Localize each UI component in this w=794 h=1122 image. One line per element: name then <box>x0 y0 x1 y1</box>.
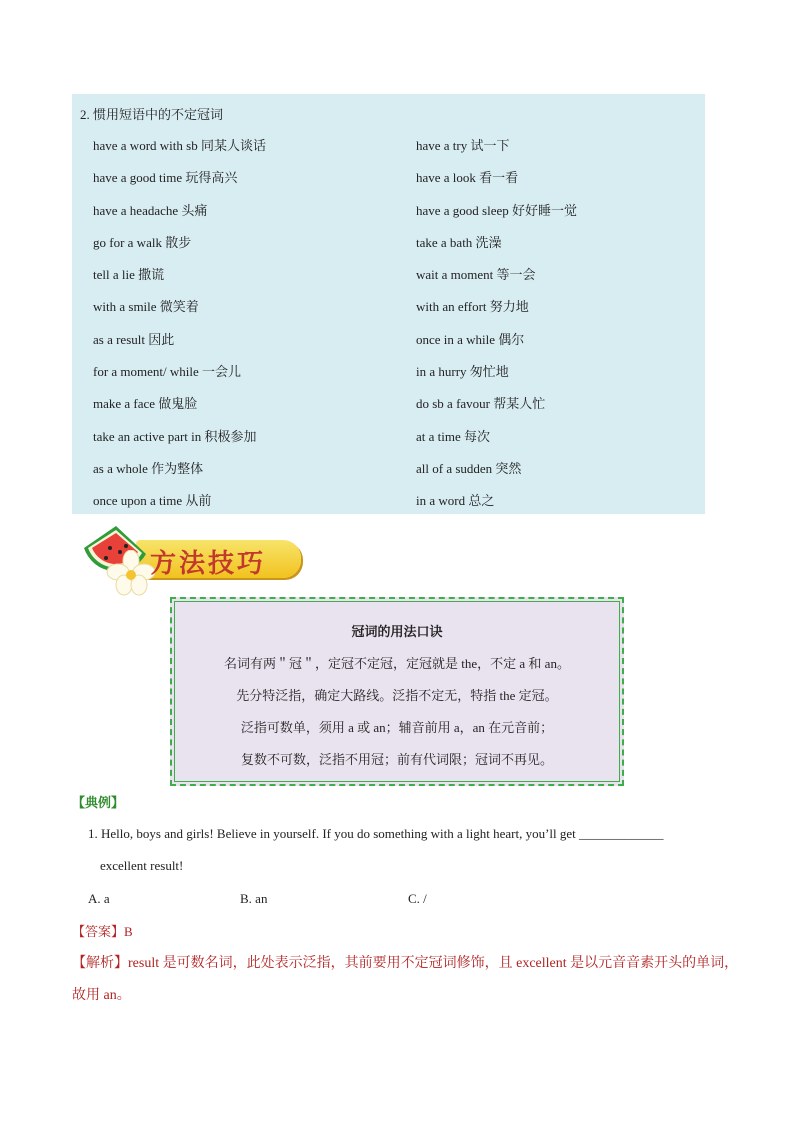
phrase-row <box>93 458 693 490</box>
method-tips-banner <box>76 518 306 596</box>
phrase-left: once upon a time 从前 <box>93 493 212 509</box>
flower-icon <box>106 550 156 596</box>
phrase-row <box>93 329 693 361</box>
phrase-left: make a face 做鬼脸 <box>93 396 198 412</box>
phrase-right: do sb a favour 帮某人忙 <box>416 396 546 412</box>
phrase-section-title: 2. 惯用短语中的不定冠词 <box>80 107 224 122</box>
phrase-left: have a headache 头痛 <box>93 202 208 218</box>
phrase-row <box>93 426 693 458</box>
phrase-right: have a look 看一看 <box>416 170 519 186</box>
phrase-row <box>93 393 693 425</box>
option-b: B. an <box>240 891 268 906</box>
phrase-left: for a moment/ while 一会儿 <box>93 364 242 380</box>
rule-line: 复数不可数，泛指不用冠；前有代词限；冠词不再见。 <box>240 752 553 767</box>
banner-title: 方法技巧 <box>150 549 267 579</box>
rule-line: 先分特泛指，确定大路线。泛指不定无，特指 the 定冠。 <box>236 688 558 703</box>
phrase-row <box>93 264 693 296</box>
phrase-left: tell a lie 撒谎 <box>93 267 165 283</box>
option-a: A. a <box>88 891 110 906</box>
rule-line: 泛指可数单，须用 a 或 an；辅音前用 a，an 在元音前； <box>240 720 554 735</box>
phrase-left: with a smile 微笑着 <box>93 299 199 315</box>
idiom-phrase-box <box>72 94 705 514</box>
phrase-left: as a result 因此 <box>93 331 175 347</box>
question-text: 1. Hello, boys and girls! Believe in yourself. If you do something with a light heart, you’ll get _____________ <box>88 826 664 841</box>
phrase-right: at a time 每次 <box>416 428 491 444</box>
phrase-row <box>93 135 693 167</box>
phrase-right: have a try 试一下 <box>416 138 510 153</box>
phrase-right: once in a while 偶尔 <box>416 331 525 347</box>
phrase-right: all of a sudden 突然 <box>416 460 522 476</box>
option-c: C. / <box>408 891 427 906</box>
article-rules-box <box>170 597 624 786</box>
phrase-left: have a good time 玩得高兴 <box>93 170 238 186</box>
phrase-row <box>93 200 693 232</box>
phrase-row <box>93 232 693 264</box>
phrase-row <box>93 361 693 393</box>
phrase-left: go for a walk 散步 <box>93 234 192 250</box>
rules-title: 冠词的用法口诀 <box>351 624 443 639</box>
phrase-right: with an effort 努力地 <box>416 299 529 315</box>
rule-line: 名词有两＂冠＂，定冠不定冠，定冠就是 the，不定 a 和 an。 <box>224 656 570 671</box>
phrase-right: wait a moment 等一会 <box>416 267 536 283</box>
phrase-grid <box>93 135 693 523</box>
analysis-text-cont: 故用 an。 <box>72 988 131 1003</box>
phrase-right: take a bath 洗澡 <box>416 234 502 250</box>
example-tag: 【典例】 <box>72 795 125 810</box>
phrase-right: in a hurry 匆忙地 <box>416 364 509 380</box>
phrase-row <box>93 296 693 328</box>
phrase-left: have a word with sb 同某人谈话 <box>93 138 266 153</box>
phrase-left: as a whole 作为整体 <box>93 460 204 476</box>
phrase-right: have a good sleep 好好睡一觉 <box>416 202 578 218</box>
phrase-left: take an active part in 积极参加 <box>93 428 257 444</box>
question-text-cont: excellent result! <box>100 858 184 873</box>
analysis-text: 【解析】result 是可数名词，此处表示泛指，其前要用不定冠词修饰，且 excellent 是以元音音素开头的单词， <box>72 956 739 971</box>
phrase-right: in a word 总之 <box>416 493 495 509</box>
phrase-row <box>93 167 693 199</box>
answer-text: 【答案】B <box>72 924 133 939</box>
